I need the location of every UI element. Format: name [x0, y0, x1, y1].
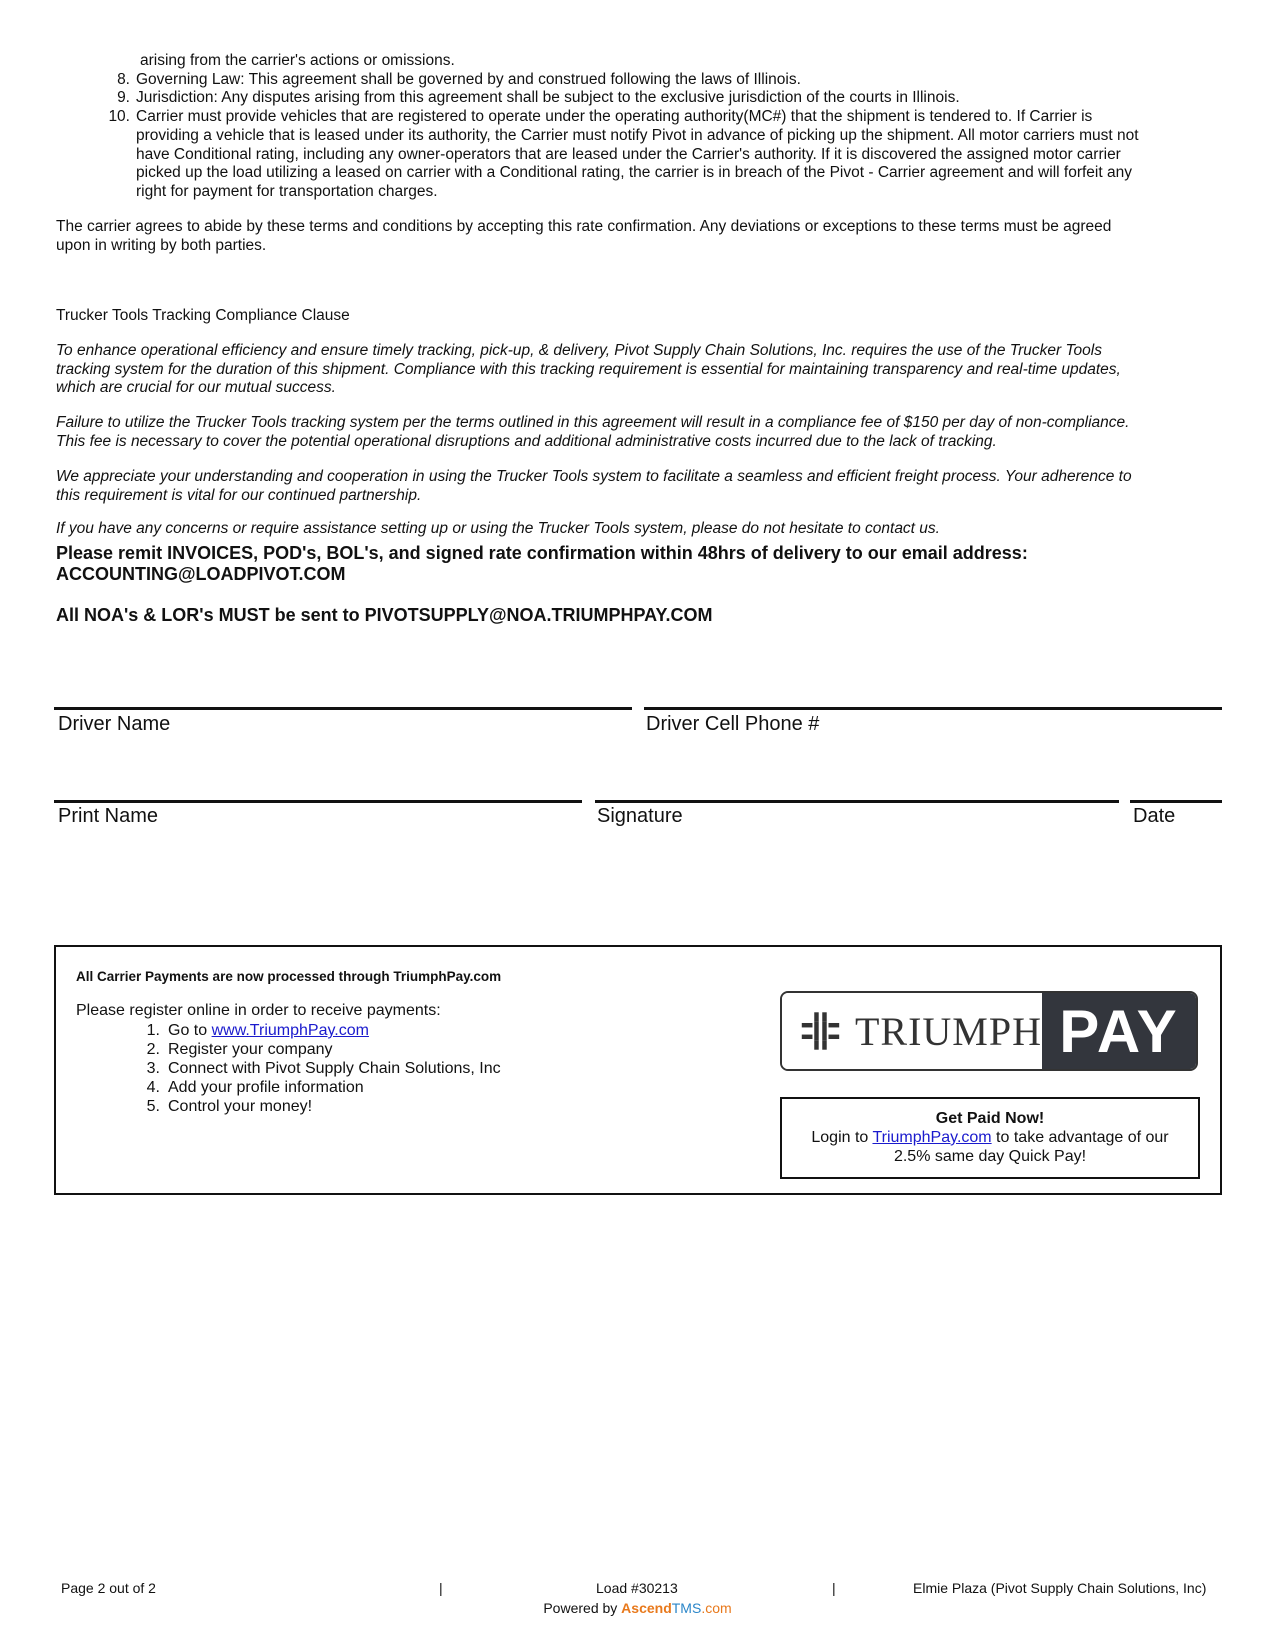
load-number: Load #30213 — [596, 1580, 678, 1596]
tracking-clause-title: Trucker Tools Tracking Compliance Clause — [56, 307, 350, 324]
tracking-paragraph-4: If you have any concerns or require assistance setting up or using the Trucker Tools system, please do not hesitate to contact us. — [56, 520, 940, 537]
register-text: Please register online in order to receive payments: — [76, 1002, 441, 1019]
tracking-line: this requirement is vital for our continued partnership. — [56, 486, 422, 504]
triumphpay-logo — [780, 991, 1198, 1071]
term-text: Governing Law: This agreement shall be governed by and construed following the laws of Illinois. — [136, 70, 801, 88]
term-text — [136, 108, 1216, 202]
noa-instructions: All NOA's & LOR's MUST be sent to PIVOTSUPPLY@NOA.TRIUMPHPAY.COM — [56, 605, 713, 625]
step-item — [76, 1021, 736, 1040]
term-line: right for payment for transportation charges. — [136, 182, 438, 200]
step-text: Register your company — [168, 1041, 333, 1058]
step-text: Add your profile information — [168, 1079, 364, 1096]
signature-line[interactable] — [595, 800, 1119, 803]
page-number: Page 2 out of 2 — [61, 1580, 156, 1596]
logo-triumph-text: TRIUMPH — [854, 1008, 1042, 1054]
tracking-line: To enhance operational efficiency and ensure timely tracking, pick-up, & delivery, Pivot Supply Chain Solutions, Inc. requires the use of the Trucker Tools — [56, 342, 1102, 359]
ascend-brand: Ascend — [621, 1600, 672, 1616]
get-paid-prefix: Login to — [811, 1129, 873, 1146]
triumphpay-login-link[interactable]: TriumphPay.com — [872, 1129, 992, 1146]
step-item — [76, 1078, 736, 1097]
get-paid-line1 — [782, 1128, 1198, 1147]
remit-email: ACCOUNTING@LOADPIVOT.COM — [56, 564, 346, 584]
company-name: Elmie Plaza (Pivot Supply Chain Solutions, Inc) — [913, 1580, 1207, 1596]
get-paid-suffix: to take advantage of our — [991, 1129, 1169, 1146]
driver-cell-line[interactable] — [644, 707, 1222, 710]
step-text: Control your money! — [168, 1098, 313, 1115]
term-number: 9. — [117, 89, 130, 107]
signature-label: Signature — [597, 805, 683, 827]
triumph-cross-icon — [800, 1008, 841, 1054]
step-number: 5. — [146, 1098, 160, 1115]
date-label: Date — [1133, 805, 1176, 827]
terms-list — [56, 52, 1216, 202]
term-item-10 — [56, 108, 1216, 202]
logo-pay-text: PAY — [1042, 993, 1196, 1069]
powered-by — [0, 1600, 1275, 1616]
footer-separator: | — [439, 1580, 443, 1596]
agreement-paragraph — [56, 218, 1216, 255]
step-text — [168, 1021, 369, 1040]
remit-instructions — [56, 543, 1216, 585]
driver-name-label: Driver Name — [58, 713, 171, 735]
tracking-paragraph-2 — [56, 414, 1216, 451]
tracking-line: We appreciate your understanding and cooperation in using the Trucker Tools system to facilitate a seamless and efficient freight process. Your adherence to — [56, 468, 1132, 485]
step-number: 4. — [146, 1079, 160, 1096]
get-paid-line2: 2.5% same day Quick Pay! — [893, 1148, 1087, 1165]
logo-left-panel — [782, 993, 1042, 1069]
footer-separator: | — [832, 1580, 836, 1596]
step-number: 3. — [146, 1060, 160, 1077]
tracking-line: tracking system for the duration of this shipment. Compliance with this tracking requirement is essential for maintaining transparency and real-time updates, — [56, 360, 1121, 378]
driver-cell-label: Driver Cell Phone # — [646, 713, 820, 735]
step-prefix: Go to — [168, 1022, 212, 1039]
payment-heading: All Carrier Payments are now processed through TriumphPay.com — [76, 969, 502, 984]
get-paid-box — [780, 1097, 1200, 1179]
get-paid-title: Get Paid Now! — [935, 1110, 1045, 1127]
com-brand: .com — [701, 1600, 732, 1616]
step-item — [76, 1097, 736, 1116]
driver-name-line[interactable] — [54, 707, 632, 710]
term-line: providing a vehicle that is leased under its authority, the Carrier must notify Pivot in advance of picking up the shipment. All motor carriers must not — [136, 126, 1139, 144]
term-number: 8. — [117, 70, 130, 88]
tracking-line: which are crucial for our mutual success. — [56, 379, 336, 397]
term-line: have Conditional rating, including any owner-operators that are leased under the Carrier's authority. If it is discovered the assigned motor carrier — [136, 145, 1121, 163]
tms-brand: TMS — [671, 1600, 702, 1616]
step-number: 2. — [146, 1041, 160, 1058]
step-number: 1. — [146, 1022, 160, 1039]
term-item-8 — [56, 71, 1216, 90]
term-line: Carrier must provide vehicles that are registered to operate under the operating authority(MC#) that the shipment is tendered to. If Carrier is — [136, 108, 1093, 126]
tracking-paragraph-3 — [56, 468, 1216, 505]
agreement-line: upon in writing by both parties. — [56, 236, 267, 254]
tracking-line: This fee is necessary to cover the potential operational disruptions and additional administrative costs incurred due to the lack of tracking. — [56, 432, 997, 450]
step-text: Connect with Pivot Supply Chain Solutions, Inc — [168, 1060, 501, 1077]
term-line: picked up the load utilizing a leased on carrier with a Conditional rating, the carrier is in breach of the Pivot - Carrier agreement and will forfeit any — [136, 164, 1132, 182]
triumphpay-link[interactable]: www.TriumphPay.com — [211, 1022, 369, 1039]
print-name-label: Print Name — [58, 805, 159, 827]
agreement-line: The carrier agrees to abide by these terms and conditions by accepting this rate confirmation. Any deviations or exceptions to these terms must be agreed — [56, 218, 1112, 235]
date-line[interactable] — [1130, 800, 1222, 803]
register-steps — [76, 1021, 736, 1116]
powered-prefix: Powered by — [543, 1600, 622, 1616]
payment-instructions — [76, 969, 736, 1116]
remit-line: Please remit INVOICES, POD's, BOL's, and signed rate confirmation within 48hrs of delivery to our email address: — [56, 543, 1028, 563]
term-continuation: arising from the carrier's actions or omissions. — [140, 52, 455, 69]
term-item-9 — [56, 89, 1216, 108]
term-text: Jurisdiction: Any disputes arising from this agreement shall be subject to the exclusive jurisdiction of the courts in Illinois. — [136, 89, 960, 107]
triumphpay-box — [54, 945, 1222, 1195]
step-item — [76, 1040, 736, 1059]
step-item — [76, 1059, 736, 1078]
tracking-line: Failure to utilize the Trucker Tools tracking system per the terms outlined in this agreement will result in a compliance fee of $150 per day of non-compliance. — [56, 414, 1130, 431]
print-name-line[interactable] — [54, 800, 582, 803]
term-number: 10. — [108, 108, 130, 126]
tracking-paragraph-1 — [56, 342, 1216, 398]
